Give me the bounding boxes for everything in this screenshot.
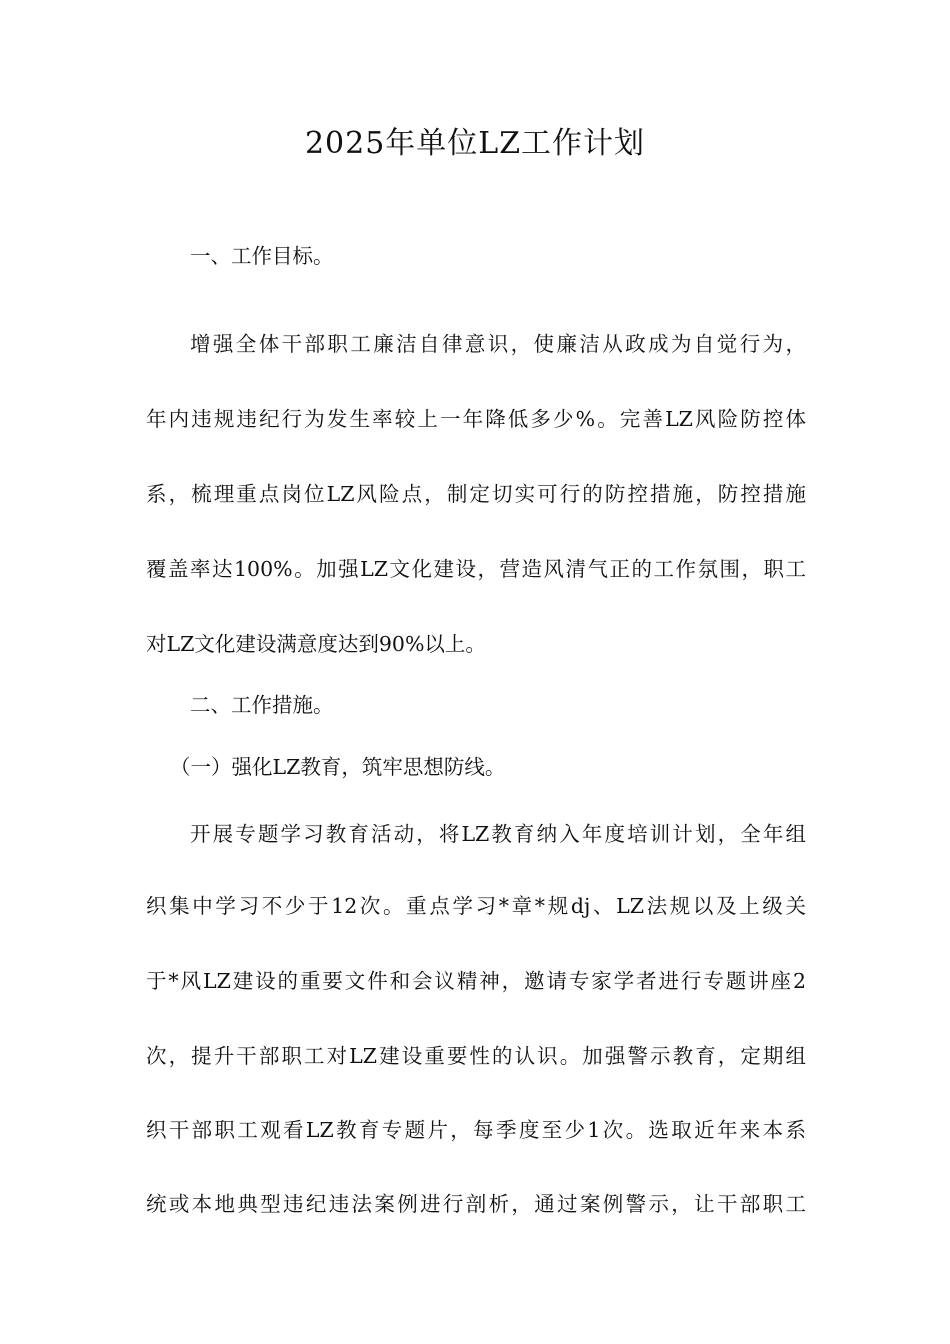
paragraph-line: 织集中学习不少于12次。重点学习*章*规dj、LZ法规以及上级关 [146,894,806,918]
paragraph-line: 统或本地典型违纪违法案例进行剖析，通过案例警示，让干部职工 [146,1192,806,1216]
paragraph-line: 对LZ文化建设满意度达到90%以上。 [146,632,486,656]
paragraph-line: 次，提升干部职工对LZ建设重要性的认识。加强警示教育，定期组 [146,1044,806,1068]
paragraph-line: 开展专题学习教育活动，将LZ教育纳入年度培训计划，全年组 [190,822,806,846]
paragraph-line: 年内违规违纪行为发生率较上一年降低多少%。完善LZ风险防控体 [146,407,806,431]
subsection-heading: （一）强化LZ教育，筑牢思想防线。 [170,755,506,779]
section-heading-measures: 二、工作措施。 [190,693,334,717]
paragraph-line: 于*风LZ建设的重要文件和会议精神，邀请专家学者进行专题讲座2 [146,969,806,993]
paragraph-line: 织干部职工观看LZ教育专题片，每季度至少1次。选取近年来本系 [146,1118,806,1142]
paragraph-line: 增强全体干部职工廉洁自律意识，使廉洁从政成为自觉行为， [190,332,806,356]
paragraph-line: 覆盖率达100%。加强LZ文化建设，营造风清气正的工作氛围，职工 [146,557,806,581]
document-title: 2025年单位LZ工作计划 [304,126,646,161]
paragraph-line: 系，梳理重点岗位LZ风险点，制定切实可行的防控措施，防控措施 [146,482,806,506]
section-heading-goals: 一、工作目标。 [190,244,334,268]
